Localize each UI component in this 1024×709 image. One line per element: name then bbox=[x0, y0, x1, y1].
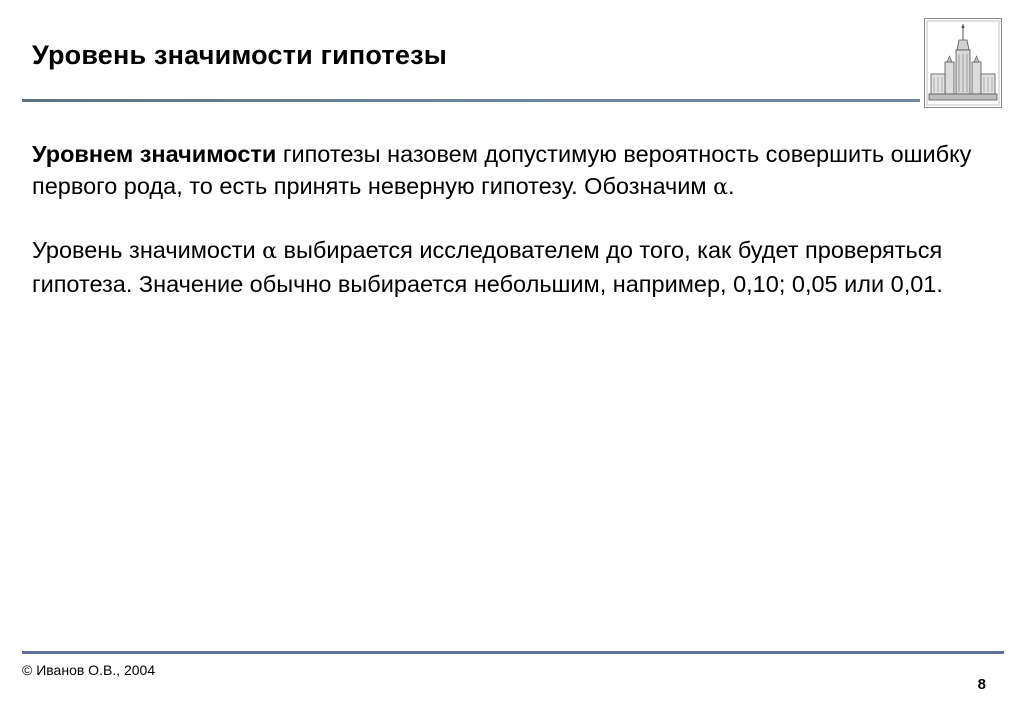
university-building-icon bbox=[924, 18, 1002, 108]
definition-text-end: . bbox=[727, 173, 735, 199]
page-number: 8 bbox=[977, 676, 986, 693]
slide-title: Уровень значимости гипотезы bbox=[32, 40, 447, 70]
footer-divider bbox=[22, 651, 1004, 654]
copyright-text: © Иванов О.В., 2004 bbox=[22, 662, 156, 678]
explanation-text: выбирается исследователем до того, как будет проверяться гипотеза. Значение обычно выбирается небольшим, например, 0,10; 0,05 или 0,01. bbox=[32, 237, 943, 297]
definition-paragraph bbox=[32, 138, 992, 204]
explanation-paragraph bbox=[32, 234, 992, 300]
slide-content bbox=[32, 138, 992, 330]
title-divider bbox=[22, 99, 920, 102]
definition-text: гипотезы назовем допустимую вероятность совершить ошибку первого рода, то есть принять неверную гипотезу. Обозначим bbox=[32, 141, 972, 199]
alpha-symbol: α bbox=[713, 175, 728, 200]
alpha-symbol: α bbox=[262, 239, 277, 264]
explanation-text-start: Уровень значимости bbox=[32, 237, 263, 263]
defined-term: Уровнем значимости bbox=[32, 141, 277, 167]
